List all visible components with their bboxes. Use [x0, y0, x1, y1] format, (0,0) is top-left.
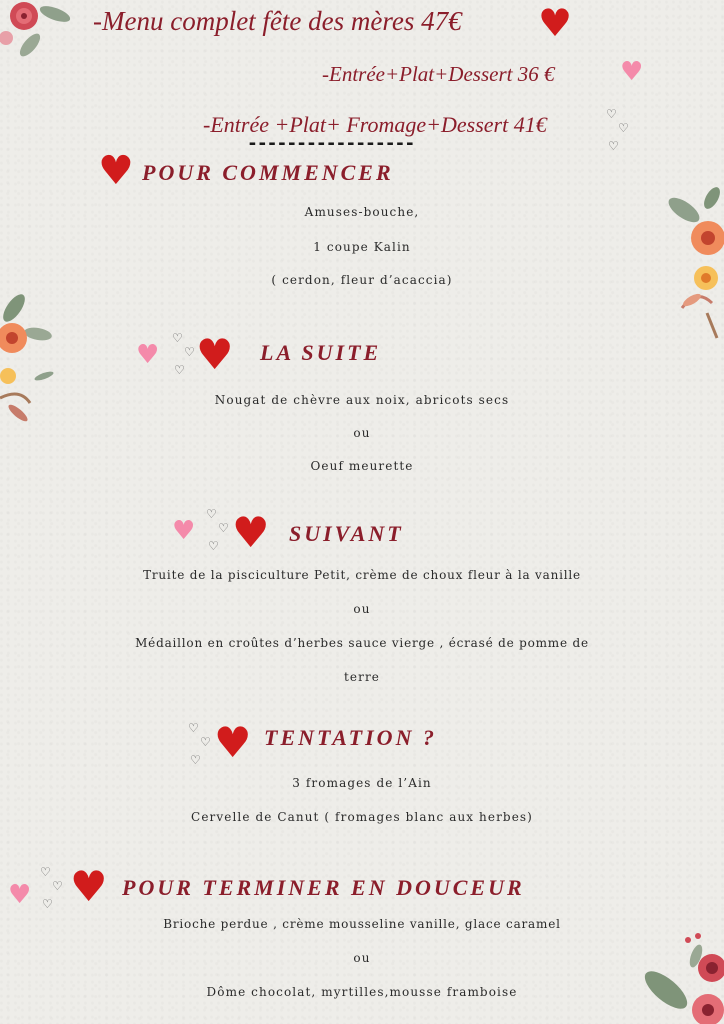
- heart-icon: ♥: [136, 340, 160, 370]
- flower-decoration-icon: [0, 0, 80, 65]
- menu-item: ou: [353, 426, 371, 440]
- divider: -----------------: [247, 133, 415, 154]
- heart-outline-icon: ♡: [608, 139, 619, 153]
- menu-item: terre: [344, 670, 380, 684]
- menu-item: Nougat de chèvre aux noix, abricots secs: [214, 393, 510, 407]
- flower-decoration-icon: [0, 288, 60, 436]
- menu-item: Médaillon en croûtes d’herbes sauce vierge , écrasé de pomme de: [135, 636, 589, 650]
- heart-outline-icon: ♡: [190, 753, 201, 767]
- menu-item: Truite de la pisciculture Petit, crème de choux fleur à la vanille: [143, 568, 581, 582]
- heart-icon: ♥: [172, 516, 196, 546]
- menu-item: ou: [353, 602, 371, 616]
- menu-item: Oeuf meurette: [310, 459, 414, 473]
- menu-title: -Menu complet fête des mères 47€: [93, 6, 462, 36]
- heart-icon: ♥: [196, 330, 234, 379]
- menu-formula-36: -Entrée+Plat+Dessert 36 €: [322, 62, 555, 86]
- menu-item: ou: [353, 951, 371, 965]
- menu-item: 3 fromages de l’Ain: [292, 776, 432, 790]
- heart-outline-icon: ♡: [188, 721, 199, 735]
- section-title-pour-commencer: POUR COMMENCER: [142, 160, 394, 185]
- menu-item: 1 coupe Kalin: [313, 240, 411, 254]
- section-title-la-suite: LA SUITE: [260, 340, 382, 365]
- heart-icon: ♥: [538, 1, 573, 45]
- heart-outline-icon: ♡: [200, 735, 211, 749]
- heart-outline-icon: ♡: [618, 121, 629, 135]
- heart-outline-icon: ♡: [218, 521, 229, 535]
- menu-item: Brioche perdue , crème mousseline vanille, glace caramel: [163, 917, 561, 931]
- menu-formula-41: -Entrée +Plat+ Fromage+Dessert 41€: [203, 112, 547, 137]
- heart-icon: ♥: [214, 718, 252, 767]
- heart-outline-icon: ♡: [606, 107, 617, 121]
- flower-decoration-icon: [638, 928, 724, 1024]
- heart-icon: ♥: [98, 148, 134, 194]
- section-title-tentation: TENTATION ?: [264, 725, 437, 750]
- menu-item: Cervelle de Canut ( fromages blanc aux herbes): [191, 810, 533, 824]
- heart-outline-icon: ♡: [172, 331, 183, 345]
- heart-outline-icon: ♡: [42, 897, 53, 911]
- heart-outline-icon: ♡: [52, 879, 63, 893]
- flower-decoration-icon: [662, 178, 724, 343]
- heart-icon: ♥: [232, 508, 270, 557]
- heart-outline-icon: ♡: [206, 507, 217, 521]
- section-title-pour-terminer: POUR TERMINER EN DOUCEUR: [122, 875, 525, 900]
- menu-item: Dôme chocolat, myrtilles,mousse framboise: [206, 985, 518, 999]
- heart-icon: ♥: [8, 880, 32, 910]
- heart-outline-icon: ♡: [40, 865, 51, 879]
- heart-outline-icon: ♡: [174, 363, 185, 377]
- heart-outline-icon: ♡: [208, 539, 219, 553]
- section-title-suivant: SUIVANT: [289, 521, 404, 546]
- heart-icon: ♥: [620, 57, 644, 87]
- menu-item: Amuses-bouche,: [304, 205, 420, 219]
- heart-outline-icon: ♡: [184, 345, 195, 359]
- heart-icon: ♥: [70, 862, 108, 911]
- menu-item: ( cerdon, fleur d’acaccia): [271, 273, 453, 287]
